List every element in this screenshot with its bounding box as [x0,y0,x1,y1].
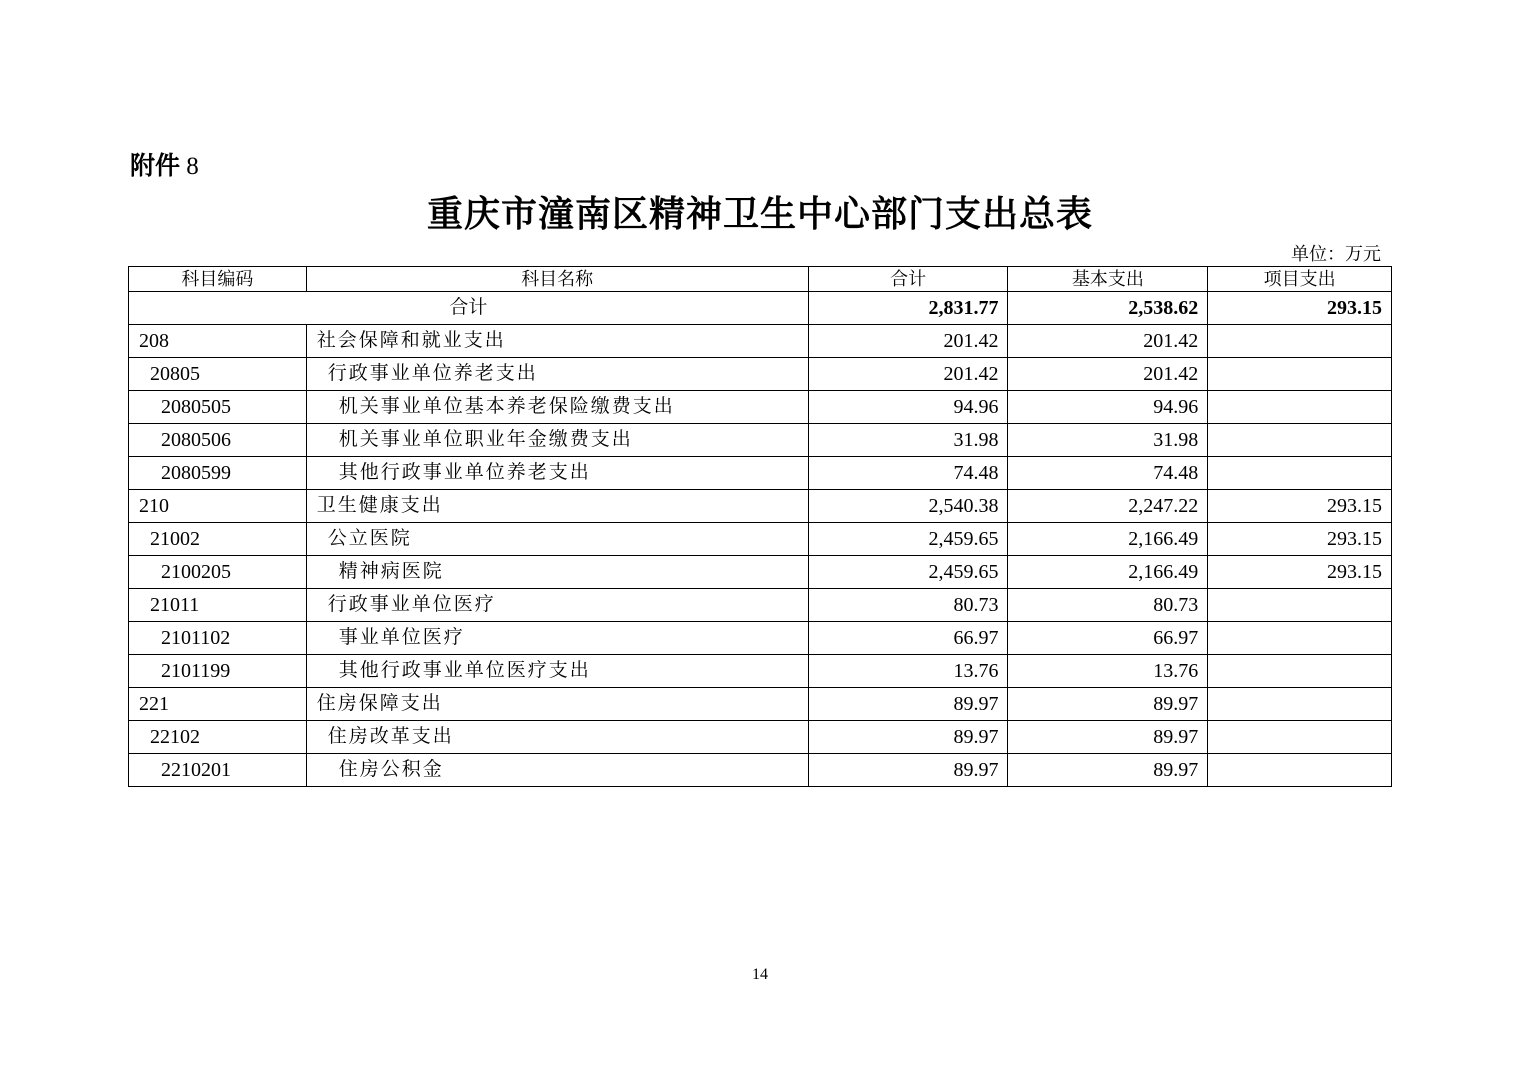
account-code: 2100205 [129,556,307,589]
table-row [129,424,1392,457]
sum-value: 13.76 [808,655,1008,688]
attachment-label [130,146,199,182]
account-name: 精神病医院 [306,556,808,589]
project-expense-value [1208,325,1392,358]
table-row [129,391,1392,424]
basic-expense-value: 89.97 [1008,688,1208,721]
account-code: 208 [129,325,307,358]
account-code: 2101199 [129,655,307,688]
column-header-basic: 基本支出 [1008,267,1208,292]
account-name: 卫生健康支出 [306,490,808,523]
sum-value: 89.97 [808,688,1008,721]
basic-expense-value: 201.42 [1008,358,1208,391]
total-sum: 2,831.77 [808,292,1008,325]
sum-value: 80.73 [808,589,1008,622]
basic-expense-value: 66.97 [1008,622,1208,655]
project-expense-value [1208,391,1392,424]
table-row [129,655,1392,688]
column-header-project: 项目支出 [1208,267,1392,292]
account-code: 20805 [129,358,307,391]
project-expense-value [1208,622,1392,655]
expenditure-table [128,266,1392,787]
sum-value: 2,540.38 [808,490,1008,523]
basic-expense-value: 2,247.22 [1008,490,1208,523]
page-number: 14 [752,966,768,983]
table-row [129,457,1392,490]
sum-value: 74.48 [808,457,1008,490]
table-row [129,721,1392,754]
sum-value: 2,459.65 [808,556,1008,589]
basic-expense-value: 2,166.49 [1008,523,1208,556]
unit-label: 单位：万元 [1291,244,1381,264]
attachment-label-text: 附件 [130,153,181,180]
project-expense-value [1208,721,1392,754]
account-code: 2210201 [129,754,307,787]
project-expense-value [1208,688,1392,721]
account-code: 22102 [129,721,307,754]
table-row [129,490,1392,523]
basic-expense-value: 13.76 [1008,655,1208,688]
account-name: 行政事业单位养老支出 [306,358,808,391]
project-expense-value [1208,424,1392,457]
account-name: 机关事业单位职业年金缴费支出 [306,424,808,457]
page-title: 重庆市潼南区精神卫生中心部门支出总表 [426,194,1093,234]
sum-value: 201.42 [808,358,1008,391]
sum-value: 66.97 [808,622,1008,655]
project-expense-value: 293.15 [1208,556,1392,589]
sum-value: 94.96 [808,391,1008,424]
account-name: 行政事业单位医疗 [306,589,808,622]
table-row [129,523,1392,556]
sum-value: 31.98 [808,424,1008,457]
total-row [129,292,1392,325]
total-project: 293.15 [1208,292,1392,325]
account-code: 210 [129,490,307,523]
table-header-row [129,267,1392,292]
project-expense-value [1208,754,1392,787]
project-expense-value: 293.15 [1208,523,1392,556]
table-row [129,589,1392,622]
account-name: 住房保障支出 [306,688,808,721]
sum-value: 89.97 [808,721,1008,754]
table-row [129,622,1392,655]
project-expense-value [1208,457,1392,490]
basic-expense-value: 31.98 [1008,424,1208,457]
account-code: 21011 [129,589,307,622]
total-basic: 2,538.62 [1008,292,1208,325]
basic-expense-value: 89.97 [1008,754,1208,787]
basic-expense-value: 80.73 [1008,589,1208,622]
basic-expense-value: 94.96 [1008,391,1208,424]
account-name: 其他行政事业单位医疗支出 [306,655,808,688]
account-name: 住房公积金 [306,754,808,787]
table-row [129,556,1392,589]
account-name: 事业单位医疗 [306,622,808,655]
account-code: 2080506 [129,424,307,457]
account-code: 2080505 [129,391,307,424]
account-name: 住房改革支出 [306,721,808,754]
account-name: 机关事业单位基本养老保险缴费支出 [306,391,808,424]
basic-expense-value: 201.42 [1008,325,1208,358]
project-expense-value [1208,358,1392,391]
account-name: 其他行政事业单位养老支出 [306,457,808,490]
column-header-code: 科目编码 [129,267,307,292]
sum-value: 2,459.65 [808,523,1008,556]
column-header-name: 科目名称 [306,267,808,292]
sum-value: 89.97 [808,754,1008,787]
table-row [129,325,1392,358]
basic-expense-value: 2,166.49 [1008,556,1208,589]
account-name: 社会保障和就业支出 [306,325,808,358]
total-label: 合计 [129,292,809,325]
table-row [129,358,1392,391]
table-row [129,688,1392,721]
project-expense-value [1208,589,1392,622]
sum-value: 201.42 [808,325,1008,358]
attachment-number: 8 [186,153,199,180]
account-code: 21002 [129,523,307,556]
project-expense-value: 293.15 [1208,490,1392,523]
account-code: 2101102 [129,622,307,655]
basic-expense-value: 89.97 [1008,721,1208,754]
account-name: 公立医院 [306,523,808,556]
account-code: 2080599 [129,457,307,490]
column-header-sum: 合计 [808,267,1008,292]
basic-expense-value: 74.48 [1008,457,1208,490]
table-row [129,754,1392,787]
account-code: 221 [129,688,307,721]
project-expense-value [1208,655,1392,688]
